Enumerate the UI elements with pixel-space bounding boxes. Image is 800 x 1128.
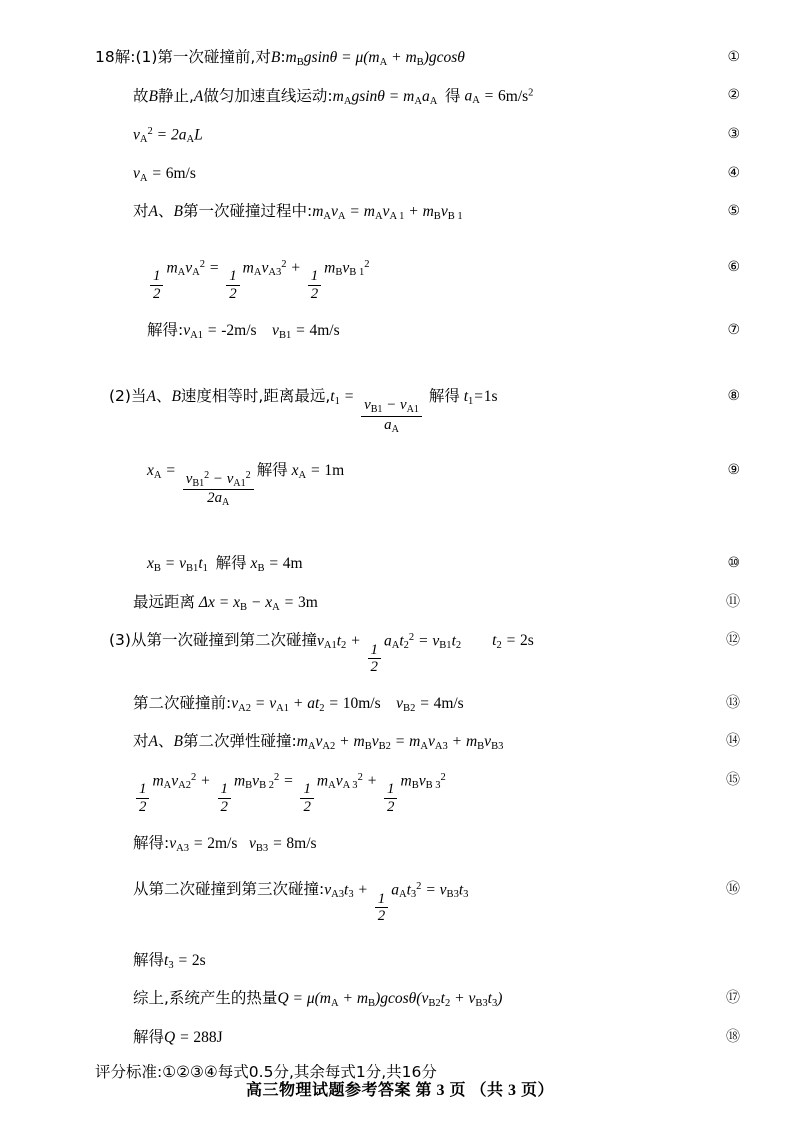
eq-number-8: ⑧ — [727, 388, 740, 405]
eq-number-2: ② — [727, 87, 740, 104]
solution-line-10: $x_B = v_{B1}t_1$ 解得 $x_B = 4m$ ⑩ — [147, 554, 740, 575]
line-4-formula: $v_A = 6m/s$ — [133, 164, 196, 184]
value-v-A: 6 — [165, 164, 174, 182]
line-2-formula: $m_Agsin\theta = m_Aa_A$ — [332, 87, 438, 107]
solution-line-17: 从第二次碰撞到第三次碰撞: $v_{A3}t_3$ + $\frac{1}{2}$ $a_At_3^2 = v_{B3}t_3$ ⑯ — [133, 880, 740, 925]
eq-number-16: ⑯ — [726, 881, 740, 898]
value-v-B1: 4 — [309, 321, 318, 339]
eq-number-1: ① — [727, 49, 740, 65]
line-15-formula: $\frac{1}{2}$ $m_Av_{A2}^2$ + $\frac{1}{2}$ $m_Bv_{B 2}^2$ = $\frac{1}{2}$ $m_Av_{A 3}^2$ + $\frac{1}{2}$ $m_Bv_{B 3}^2$ — [133, 773, 446, 816]
solution-line-20: 解得 Q = 288J ⑱ — [133, 1027, 740, 1046]
solution-line-16: 解得: $v_{A3} = 2m/s$ $v_{B3} = 8m/s$ — [133, 833, 317, 854]
line-5-formula: $m_Av_A = m_Av_{A 1} + m_Bv_{B 1}$ — [312, 203, 463, 223]
value-v-A2: 10 — [342, 694, 359, 712]
eq-number-4: ④ — [727, 164, 740, 181]
line-18-formula: $t_3 = 2s$ — [164, 951, 206, 971]
solution-line-13: 第二次碰撞前: $v_{A2} = v_{A1} + at_2 = 10m/s$ $v_{B2} = 4m/s$ ⑬ — [133, 693, 740, 714]
line-19-formula: $Q = \mu(m_A + m_B)gcos\theta(v_{B2}t_2 + v_{B3}t_3)$ — [277, 990, 503, 1010]
page-footer: 高三物理试题参考答案 第 3 页 （共 3 页） — [245, 1082, 554, 1099]
value-x-A: 1 — [324, 461, 333, 479]
value-x-B: 4 — [282, 555, 291, 573]
value-delta-x: 3 — [297, 593, 306, 611]
solution-line-1: 18解:(1)第一次碰撞前,对 B : $m_Bgsin\theta = \mu(m_A + m_B)gcos\theta$ ① — [95, 48, 740, 68]
line-17-formula: $v_{A3}t_3$ + $\frac{1}{2}$ $a_At_3^2 = v_{B3}t_3$ — [324, 881, 469, 925]
solution-line-15 — [133, 773, 740, 816]
eq-number-10: ⑩ — [727, 555, 740, 572]
eq-number-11: ⑪ — [726, 593, 740, 610]
line-8-formula: $t_1$ = $\frac{v_{B1} - v_{A1}}{a_A}$ — [330, 389, 425, 434]
value-a-A: 6 — [498, 87, 506, 105]
eq-number-7: ⑦ — [727, 321, 740, 338]
eq-number-6: ⑥ — [727, 258, 740, 275]
eq-number-12: ⑫ — [726, 632, 740, 649]
line-1-formula: $m_Bgsin\theta = \mu(m_A + m_B)gcos\theta$ — [285, 49, 465, 68]
eq-number-15: ⑮ — [726, 771, 740, 788]
solution-line-3 — [133, 127, 740, 146]
line-16-formula: $v_{A3} = 2m/s$ — [169, 834, 238, 854]
eq-number-17: ⑰ — [726, 990, 740, 1007]
value-t-1: 1 — [483, 388, 492, 406]
eq-number-14: ⑭ — [726, 733, 740, 750]
solution-line-6 — [147, 260, 740, 303]
value-t-3: 2 — [191, 951, 200, 969]
scoring-standard-note: 评分标准:①②③④每式0.5分,其余每式1分,共16分 — [95, 1063, 437, 1082]
line-20-formula: Q = 288J — [164, 1028, 223, 1046]
object-b: B — [270, 49, 281, 66]
eq-number-18: ⑱ — [726, 1028, 740, 1045]
eq-number-13: ⑬ — [726, 694, 740, 711]
value-Q: 288 — [193, 1028, 217, 1046]
line-10-formula: $x_B = v_{B1}t_1$ — [147, 555, 208, 575]
line-9-formula: $x_A$ = $\frac{v_{B1}^2 - v_{A1}^2}{2a_A}$ — [147, 463, 257, 508]
line-11-formula: $\Delta x = x_B - x_A = 3m$ — [198, 593, 318, 613]
value-v-A1: -2 — [221, 321, 235, 339]
value-t-2: 2 — [519, 632, 528, 650]
solution-line-9: $x_A$ = $\frac{v_{B1}^2 - v_{A1}^2}{2a_A}$ 解得 $x_A = 1m$ ⑨ — [147, 460, 740, 508]
line-13-formula: $v_{A2} = v_{A1} + at_2 = 10m/s$ — [231, 694, 381, 714]
solution-line-19: 综上,系统产生的热量 $Q = \mu(m_A + m_B)gcos\theta(v_{B2}t_2 + v_{B3}t_3)$ ⑰ — [133, 989, 740, 1010]
eq-number-5: ⑤ — [727, 203, 740, 220]
line-7-formula: $v_{A1} = -2m/s$ — [183, 321, 257, 341]
solution-line-2: 故 B 静止, A 做匀加速直线运动: $m_Agsin\theta = m_Aa_A$ 得 $a_A = 6m/s^2$ ② — [133, 86, 740, 107]
solution-line-7: 解得: $v_{A1} = -2m/s$ $v_{B1} = 4m/s$ ⑦ — [147, 320, 740, 341]
solution-line-12: (3)从第一次碰撞到第二次碰撞 $v_{A1}t_2$ + $\frac{1}{2}$ $a_At_2^2 = v_{B1}t_2$ $t_2 = 2s$ ⑫ — [109, 631, 740, 676]
line-14-formula: $m_Av_{A2} + m_Bv_{B2} = m_Av_{A3} + m_Bv_{B3}$ — [296, 733, 504, 753]
solution-line-18: 解得 $t_3 = 2s$ — [133, 950, 206, 971]
solution-line-11: 最远距离 $\Delta x = x_B - x_A = 3m$ ⑪ — [133, 592, 740, 613]
value-v-A3: 2 — [207, 834, 215, 852]
solution-line-4 — [133, 166, 740, 184]
line-6-formula: $\frac{1}{2}$ $m_Av_A^2$ = $\frac{1}{2}$ $m_Av_{A3}^2$ + $\frac{1}{2}$ $m_Bv_{B 1}^2$ — [147, 260, 370, 303]
line-12-formula: $v_{A1}t_2$ + $\frac{1}{2}$ $a_At_2^2 = v_{B1}t_2$ — [316, 632, 462, 676]
line-3-formula: $v_A^2 = 2a_AL$ — [133, 126, 203, 146]
value-v-B2: 4 — [433, 694, 442, 712]
solution-line-5: 对 A 、 B 第一次碰撞过程中: $m_Av_A = m_Av_{A 1} + m_Bv_{B 1}$ ⑤ — [133, 202, 740, 223]
value-v-B3: 8 — [286, 834, 295, 852]
line-1-label: 18解:(1)第一次碰撞前,对 — [95, 48, 271, 66]
eq-number-9: ⑨ — [727, 461, 740, 478]
solution-line-8: (2)当 A 、 B 速度相等时,距离最远, $t_1$ = $\frac{v_{B1} - v_{A1}}{a_A}$ 解得 $t_1=1s$ ⑧ — [109, 387, 740, 435]
eq-number-3: ③ — [727, 126, 740, 143]
solution-line-14: 对 A 、 B 第二次弹性碰撞: $m_Av_{A2} + m_Bv_{B2} = m_Av_{A3} + m_Bv_{B3}$ ⑭ — [133, 732, 740, 753]
